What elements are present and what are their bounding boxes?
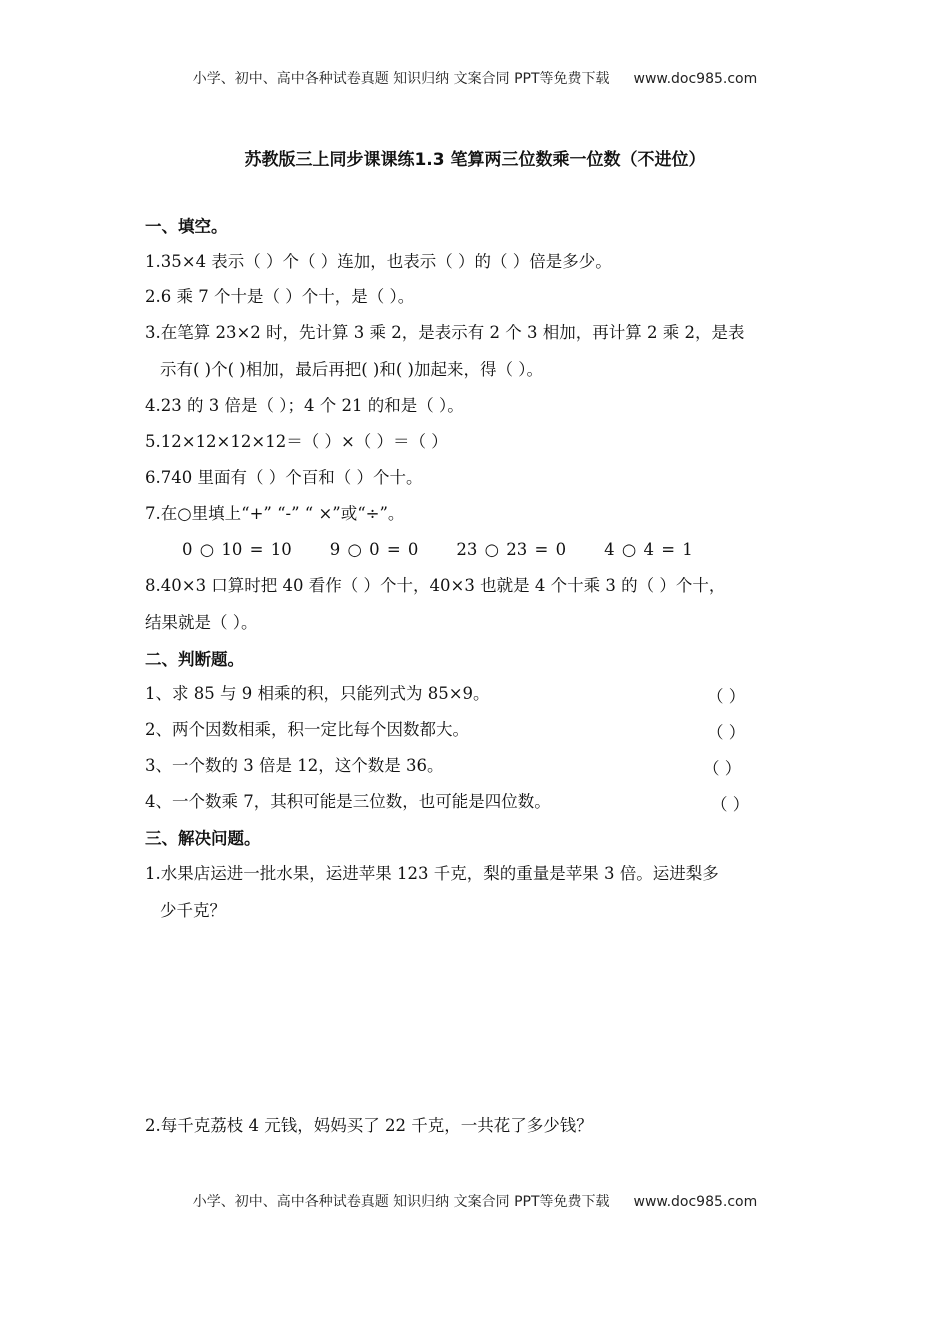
judgment-answer-bracket-2: （ ） — [707, 723, 746, 742]
page-title: 苏教版三上同步课课练1.3 笔算两三位数乘一位数（不进位） — [244, 150, 706, 170]
question-5: 5.12×12×12×12＝（ ）×（ ）＝（ ） — [145, 432, 448, 451]
judgment-answer-bracket-4: （ ） — [711, 795, 750, 814]
page-header — [0, 68, 950, 88]
judgment-item-1: 1、求 85 与 9 相乘的积，只能列式为 85×9。 — [145, 684, 490, 703]
section-fill-in-heading: 一、填空。 — [145, 217, 228, 236]
section-judgment-heading: 二、判断题。 — [145, 650, 244, 669]
question-6: 6.740 里面有（ ）个百和（ ）个十。 — [145, 468, 423, 487]
judgment-item-3: 3、一个数的 3 倍是 12，这个数是 36。 — [145, 756, 444, 775]
op-item: 9 ○ 0 = 0 — [329, 540, 419, 559]
judgment-answer-bracket-1: （ ） — [707, 687, 746, 706]
op-item: 0 ○ 10 = 10 — [182, 540, 292, 559]
question-2: 2.6 乘 7 个十是（ ）个十，是（ ）。 — [145, 287, 415, 306]
question-7-operations — [182, 539, 862, 561]
question-8-line-1: 8.40×3 口算时把 40 看作（ ）个十，40×3 也就是 4 个十乘 3 的（ ）个十， — [145, 576, 726, 595]
problem-1-line-1: 1.水果店运进一批水果，运进苹果 123 千克，梨的重量是苹果 3 倍。运进梨多 — [145, 864, 719, 883]
page-footer — [0, 1191, 950, 1211]
footer-site-link[interactable]: www.doc985.com — [633, 1194, 758, 1210]
question-7: 7.在○里填上“+” “-” “ ×”或“÷”。 — [145, 504, 405, 523]
header-text: 小学、初中、高中各种试卷真题 知识归纳 文案合同 PPT等免费下载 — [192, 71, 610, 87]
judgment-answer-bracket-3: （ ） — [703, 759, 742, 778]
judgment-item-4: 4、一个数乘 7，其积可能是三位数，也可能是四位数。 — [145, 792, 551, 811]
judgment-item-2: 2、两个因数相乘，积一定比每个因数都大。 — [145, 720, 469, 739]
question-8-line-2: 结果就是（ ）。 — [145, 613, 258, 632]
question-3-line-2: 示有( )个( )相加，最后再把( )和( )加起来，得（ ）。 — [160, 360, 543, 379]
problem-1-line-2: 少千克？ — [160, 901, 226, 920]
op-item: 23 ○ 23 = 0 — [456, 540, 567, 559]
question-3-line-1: 3.在笔算 23×2 时，先计算 3 乘 2，是表示有 2 个 3 相加，再计算 2 乘 2，是表 — [145, 323, 745, 342]
problem-2: 2.每千克荔枝 4 元钱，妈妈买了 22 千克，一共花了多少钱？ — [145, 1116, 593, 1135]
header-site-link[interactable]: www.doc985.com — [633, 71, 758, 87]
section-problems-heading: 三、解决问题。 — [145, 829, 261, 848]
op-item: 4 ○ 4 = 1 — [604, 540, 693, 559]
question-4: 4.23 的 3 倍是（ ）；4 个 21 的和是（ ）。 — [145, 396, 464, 415]
footer-text: 小学、初中、高中各种试卷真题 知识归纳 文案合同 PPT等免费下载 — [192, 1194, 610, 1210]
question-1: 1.35×4 表示（ ）个（ ）连加，也表示（ ）的（ ）倍是多少。 — [145, 252, 612, 271]
